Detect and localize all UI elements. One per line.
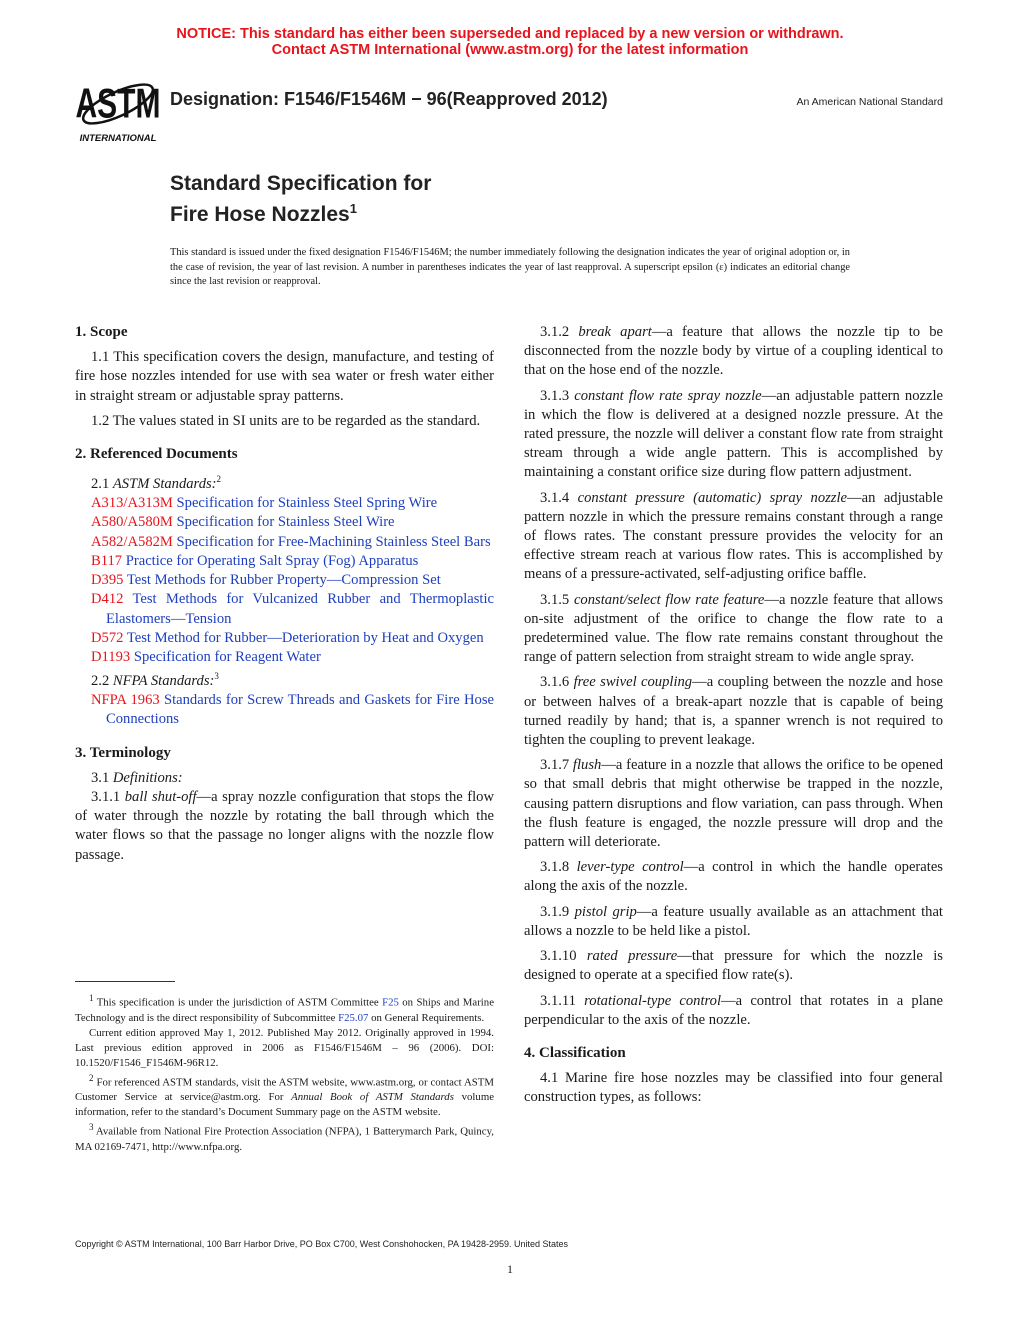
definition-num: 3.1.7 [540, 757, 573, 774]
fn-num: 1 [89, 993, 94, 1003]
definition-term: constant/select flow rate feature [573, 591, 765, 608]
withdrawal-notice [0, 26, 1020, 58]
reference-title-link[interactable]: Specification for Stainless Steel Wire [172, 514, 395, 531]
definition-num: 3.1.10 [540, 948, 587, 965]
definition-text: —an adjustable pattern nozzle in which the pressure remains constant through a range of flows rates. The constant pressure provides the velocity for an effective stream reach at various flow rates. This is accomplished by means of a pressure-activated, self-adjusting orifice baffle. [524, 489, 943, 583]
definition-term: constant flow rate spray nozzle [574, 387, 762, 404]
definition-num: 3.1.6 [540, 674, 574, 691]
reference-code-link[interactable]: A580/A580M [91, 514, 173, 531]
reference-code-link[interactable]: D412 [91, 591, 124, 608]
reference-item[interactable] [75, 648, 494, 667]
definition [524, 323, 943, 381]
definition-term: lever-type control [576, 859, 684, 876]
notice-line-2: Contact ASTM International (www.astm.org) for the latest information [271, 42, 749, 58]
fn-text: on General Requirements. [368, 1011, 485, 1024]
reference-item[interactable] [75, 691, 494, 729]
definition-text: —a feature that allows the nozzle tip to be disconnected from the nozzle body by virtue of a coupling identical to that on the hose end of the nozzle. [524, 324, 943, 379]
footnote-ref: 2 [216, 474, 222, 485]
reference-item[interactable] [75, 590, 494, 628]
fn-text: For referenced ASTM standards, visit the ASTM website, www.astm.org, or contact ASTM Customer Service at service@astm.org. For [75, 1076, 494, 1104]
fn-text: on Ships and Marine Technology and is the direct responsibility of Subcommittee [75, 996, 494, 1024]
intro-note: This standard is issued under the fixed designation F1546/F1546M; the number immediately following the designation indicates the year of original adoption or, in the case of revision, the year of last revision. A number in parentheses indicates the year of last reapproval. A superscript epsilon (ε) indicates an editorial change since the last revision or reapproval. [170, 247, 850, 288]
definition-num: 3.1.5 [540, 591, 574, 608]
definition-term: flush [572, 757, 602, 774]
document-title [170, 171, 431, 227]
subsection-label [75, 667, 494, 691]
section-heading: 1. Scope [75, 324, 128, 340]
definition [524, 756, 943, 852]
reference-item[interactable] [75, 513, 494, 532]
definition-term: rated pressure [586, 948, 678, 965]
definition [524, 387, 943, 483]
footnote-ref: 1 [349, 201, 357, 216]
reference-item[interactable] [75, 571, 494, 590]
definition-text: —a feature usually available as an attachment that allows a nozzle to be held like a pistol. [524, 903, 943, 939]
astm-logo [76, 70, 160, 144]
reference-item[interactable] [75, 552, 494, 571]
reference-title-link[interactable]: Test Methods for Vulcanized Rubber and Thermoplastic Elastomers—Tension [106, 591, 494, 627]
reference-code-link[interactable]: D1193 [91, 648, 131, 665]
definition [75, 788, 494, 865]
reference-code-link[interactable]: A313/A313M [91, 495, 173, 512]
svg-text:INTERNATIONAL: INTERNATIONAL [79, 133, 157, 144]
definition-num: 3.1.11 [540, 992, 585, 1009]
paragraph: 1.1 This specification covers the design, manufacture, and testing of fire hose nozzles intended for use with sea water or fresh water either in straight stream or adjustable spray patterns. [75, 349, 494, 404]
fn-num: 2 [89, 1072, 94, 1083]
title-text: Fire Hose Nozzles [170, 203, 350, 226]
num: 2.2 [91, 672, 113, 689]
section-heading: 3. Terminology [75, 744, 171, 761]
reference-code-link[interactable]: D572 [91, 629, 124, 646]
definition-text: —an adjustable pattern nozzle in which the flow is delivered at a designed nozzle pressure. At the rated pressure, the nozzle will deliver a constant flow rate from straight stream through a wide angle pattern. This is accomplished by maintaining a constant orifice size during flow pattern adjustment. [524, 387, 943, 481]
svg-text:ASTM: ASTM [76, 79, 160, 127]
title-line-1: Standard Specification for [170, 172, 432, 195]
definition-term: pistol grip [574, 903, 637, 920]
reference-title-link[interactable]: Practice for Operating Salt Spray (Fog) Apparatus [122, 552, 419, 569]
reference-title-link[interactable]: Test Methods for Rubber Property—Compression Set [123, 572, 441, 589]
label: Definitions: [112, 769, 183, 786]
num: 3.1 [91, 769, 113, 786]
footnote-3 [75, 1120, 494, 1155]
num: 2.1 [91, 476, 113, 493]
definition [524, 673, 943, 750]
definition-num: 3.1.2 [540, 324, 579, 340]
reference-title-link[interactable]: Standards for Screw Threads and Gaskets for Fire Hose Connections [106, 692, 494, 728]
page-number: 1 [507, 1262, 513, 1276]
reference-item[interactable] [75, 533, 494, 552]
definition-text: —a spray nozzle configuration that stops the flow of water through the nozzle by rotating the ball through which the water flows so that the passage no longer aligns with the nozzle flow passage. [75, 788, 495, 863]
definition-text: —a control that rotates in a plane perpendicular to the axis of the nozzle. [524, 992, 944, 1028]
definition [524, 591, 943, 668]
fn-text: This specification is under the jurisdiction of ASTM Committee [93, 996, 383, 1009]
right-column [524, 323, 943, 1114]
fn-num: 3 [89, 1122, 94, 1133]
designation: Designation: F1546/F1546M − 96(Reapproved 2012) [170, 89, 608, 109]
definition-term: constant pressure (automatic) spray nozzle [577, 489, 848, 506]
definition-term: rotational-type control [584, 992, 722, 1009]
paragraph: 4.1 Marine fire hose nozzles may be classified into four general construction types, as follows: [524, 1070, 943, 1106]
label: ASTM Standards: [112, 476, 217, 493]
definition-num: 3.1.4 [540, 489, 578, 506]
astm-reference-list [75, 494, 494, 667]
reference-code-link[interactable]: NFPA 1963 [91, 692, 160, 709]
footnote-divider [75, 981, 175, 982]
footnote-ref: 3 [214, 671, 219, 682]
reference-title-link[interactable]: Specification for Free-Machining Stainless Steel Bars [172, 533, 491, 550]
reference-code-link[interactable]: D395 [91, 572, 124, 589]
reference-code-link[interactable]: B117 [91, 552, 123, 569]
definition [524, 489, 943, 585]
label: NFPA Standards: [112, 672, 215, 689]
definition [524, 947, 943, 985]
definition-num: 3.1.8 [540, 859, 577, 876]
definition-num: 3.1.9 [540, 903, 575, 920]
definition-term: break apart [578, 324, 652, 340]
edition-note: Current edition approved May 1, 2012. Published May 2012. Originally approved in 1994. Last previous edition approved in 2006 as F1546/F1546M – 96 (2006). DOI: 10.1520/F1546_F1546M-96R12. [75, 1026, 494, 1069]
definition [524, 858, 943, 896]
definitions-right [524, 323, 943, 1030]
notice-line-1: NOTICE: This standard has either been superseded and replaced by a new version or withdrawn. [176, 26, 844, 42]
footnote-1 [75, 991, 494, 1026]
subsection-label [75, 769, 494, 788]
definition-term: ball shut-off [124, 788, 197, 805]
subcommittee-link[interactable]: F25.07 [338, 1011, 369, 1024]
definition [524, 992, 943, 1030]
section-heading: 2. Referenced Documents [75, 446, 238, 463]
fn-text: volume information, refer to the standard’s Document Summary page on the ASTM website. [75, 1091, 495, 1119]
reference-title-link[interactable]: Specification for Reagent Water [130, 648, 321, 665]
definition-num: 3.1.3 [540, 387, 575, 404]
definition-text: —a control in which the handle operates along the axis of the nozzle. [524, 859, 943, 895]
definition-term: free swivel coupling [573, 674, 693, 691]
definition [524, 903, 943, 941]
american-national-standard: An American National Standard [796, 96, 943, 108]
paragraph: 1.2 The values stated in SI units are to be regarded as the standard. [91, 412, 481, 429]
definition-text: —a nozzle feature that allows on-site adjustment of the orifice to change the flow rate to a predetermined value. The flow rate remains constant throughout the range of pattern selection from straight stream to wide angle spray. [524, 591, 943, 666]
reference-title-link[interactable]: Specification for Stainless Steel Spring Wire [172, 495, 438, 512]
footnote-2 [75, 1071, 494, 1121]
reference-item[interactable] [75, 494, 494, 513]
copyright: Copyright © ASTM International, 100 Barr Harbor Drive, PO Box C700, West Conshohocken, PA 19428-2959. United States [75, 1239, 569, 1249]
definition-text: —a feature in a nozzle that allows the orifice to be opened so that small debris that might otherwise be trapped in the nozzle, causing pattern disruptions and flow variation, can pass through. When the flush feature is engaged, the nozzle pressure will drop and the pattern will deteriorate. [524, 757, 943, 851]
footnotes [75, 991, 494, 1155]
fn-text: Annual Book of ASTM Standards [291, 1091, 454, 1104]
fn-text: Available from National Fire Protection Association (NFPA), 1 Batterymarch Park, Quincy, MA 02169-7471, http://www.nfpa.org. [75, 1125, 494, 1153]
committee-link[interactable]: F25 [382, 996, 399, 1009]
section-heading: 4. Classification [524, 1044, 626, 1061]
reference-code-link[interactable]: A582/A582M [91, 533, 173, 550]
definition-text: —that pressure for which the nozzle is designed to operate at a specified flow rate(s). [524, 948, 943, 984]
definitions-left [75, 788, 494, 865]
title-line-2 [170, 196, 431, 227]
reference-title-link[interactable]: Test Method for Rubber—Deterioration by Heat and Oxygen [123, 629, 484, 646]
definition-num: 3.1.1 [91, 788, 125, 805]
reference-item[interactable] [75, 629, 494, 648]
subsection-label [75, 470, 494, 494]
definition-text: —a coupling between the nozzle and hose or between halves of a break-apart nozzle that is capable of being turned readily by hand; that is, a spanner wrench is not required to tighten the coupling to prevent leakage. [524, 674, 943, 749]
left-column [75, 323, 494, 871]
nfpa-reference-list [75, 691, 494, 729]
